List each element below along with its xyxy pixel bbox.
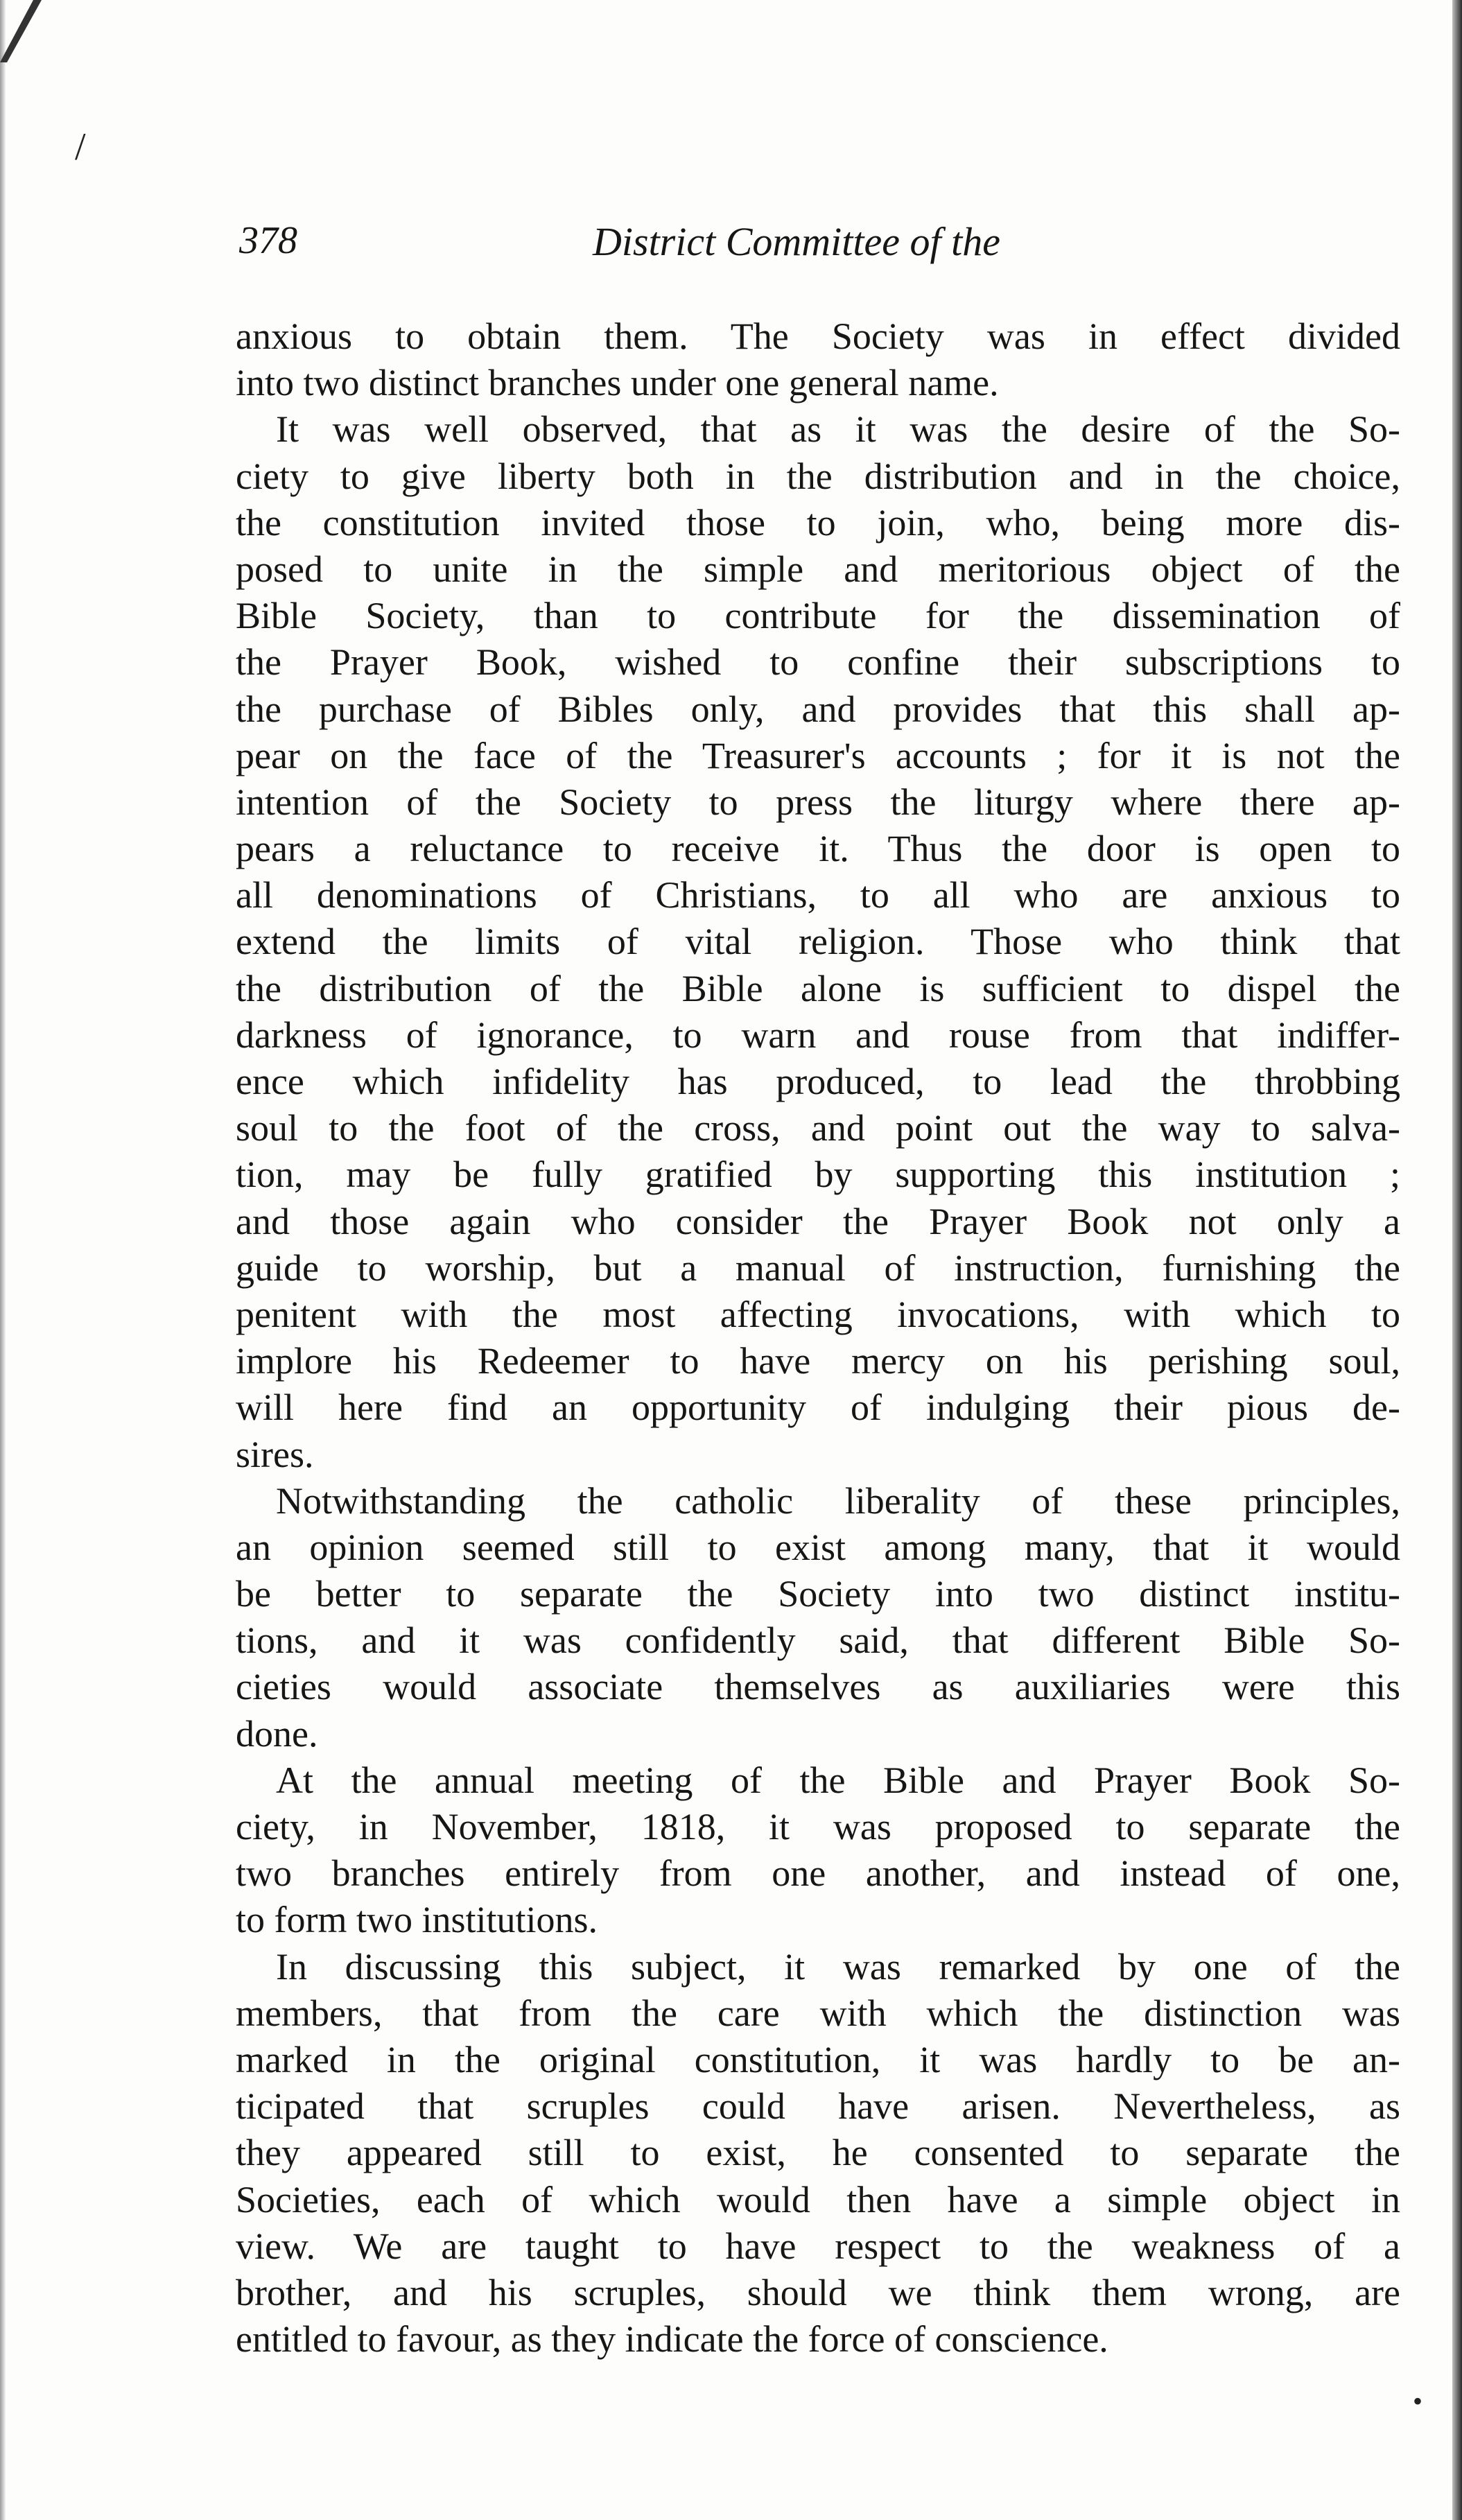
text-line: anxious to obtain them. The Society was in effect divided	[236, 315, 1400, 357]
text-line: two branches entirely from one another, and instead of one,	[236, 1852, 1400, 1895]
running-head: District Committee of the	[593, 219, 1000, 264]
text-line: tion, may be fully gratified by supporting this institution ;	[236, 1154, 1400, 1196]
text-line: the constitution invited those to join, who, being more dis-	[236, 501, 1400, 544]
text-line: ticipated that scruples could have arisen. Nevertheless, as	[236, 2085, 1400, 2128]
text-line: intention of the Society to press the liturgy where there ap-	[236, 781, 1400, 823]
text-line: In discussing this subject, it was remarked by one of the	[276, 1945, 1400, 1988]
body-text	[236, 313, 1400, 2363]
text-line: brother, and his scruples, should we think them wrong, are	[236, 2271, 1400, 2313]
text-line: view. We are taught to have respect to the weakness of a	[236, 2225, 1400, 2267]
text-line: It was well observed, that as it was the desire of the So-	[276, 408, 1400, 451]
text-line: an opinion seemed still to exist among many, that it would	[236, 1526, 1400, 1568]
text-line: done.	[236, 1712, 318, 1755]
text-line: be better to separate the Society into two distinct institu-	[236, 1573, 1400, 1615]
paragraph	[236, 1757, 1400, 1944]
text-line: At the annual meeting of the Bible and Prayer Book So-	[276, 1759, 1400, 1801]
text-line: Societies, each of which would then have a simple object in	[236, 2178, 1400, 2221]
text-line: soul to the foot of the cross, and point out the way to salva-	[236, 1107, 1400, 1149]
text-line: Bible Society, than to contribute for the dissemination of	[236, 595, 1400, 637]
text-line: cieties would associate themselves as auxiliaries were this	[236, 1666, 1400, 1708]
text-line: sires.	[236, 1433, 314, 1475]
torn-corner-mark	[0, 0, 49, 62]
text-line: ence which infidelity has produced, to lead the throbbing	[236, 1061, 1400, 1102]
text-line: to form two institutions.	[236, 1899, 598, 1941]
text-line: implore his Redeemer to have mercy on his perishing soul,	[236, 1340, 1400, 1382]
paragraph	[236, 406, 1400, 1477]
text-line: and those again who consider the Prayer Book not only a	[236, 1200, 1400, 1242]
page-right-edge	[1452, 0, 1462, 2520]
text-line: members, that from the care with which the distinction was	[236, 1992, 1400, 2034]
text-line: darkness of ignorance, to warn and rouse from that indiffer-	[236, 1014, 1400, 1056]
page-number: 378	[239, 219, 297, 262]
text-line: ciety to give liberty both in the distribution and in the choice,	[236, 455, 1400, 497]
text-line: marked in the original constitution, it was hardly to be an-	[236, 2038, 1400, 2080]
text-line: pear on the face of the Treasurer's accounts ; for it is not the	[236, 734, 1400, 776]
text-line: tions, and it was confidently said, that different Bible So-	[236, 1619, 1400, 1662]
text-line: posed to unite in the simple and meritorious object of the	[236, 548, 1400, 590]
text-line: Notwithstanding the catholic liberality of these principles,	[276, 1479, 1400, 1522]
text-line: ciety, in November, 1818, it was proposed to separate the	[236, 1806, 1400, 1848]
text-line: will here find an opportunity of indulging their pious de-	[236, 1387, 1400, 1429]
margin-dot-mark: •	[1413, 2386, 1423, 2417]
text-line: the distribution of the Bible alone is sufficient to dispel the	[236, 967, 1400, 1009]
text-line: into two distinct branches under one general name.	[236, 362, 999, 404]
text-line: extend the limits of vital religion. Those who think that	[236, 921, 1400, 963]
margin-stroke-mark: /	[75, 125, 86, 168]
text-line: the purchase of Bibles only, and provides that this shall ap-	[236, 688, 1400, 730]
text-line: entitled to favour, as they indicate the force of conscience.	[236, 2318, 1108, 2361]
paragraph	[236, 313, 1400, 406]
text-line: pears a reluctance to receive it. Thus the door is open to	[236, 828, 1400, 870]
paragraph	[236, 1944, 1400, 2363]
paragraph	[236, 1478, 1400, 1757]
text-line: they appeared still to exist, he consented to separate the	[236, 2132, 1400, 2174]
page-left-edge	[0, 0, 6, 2520]
text-line: guide to worship, but a manual of instruction, furnishing the	[236, 1246, 1400, 1289]
text-line: penitent with the most affecting invocations, with which to	[236, 1293, 1400, 1335]
text-line: all denominations of Christians, to all who are anxious to	[236, 874, 1400, 916]
page-header	[239, 218, 1383, 288]
text-line: the Prayer Book, wished to confine their subscriptions to	[236, 641, 1400, 684]
